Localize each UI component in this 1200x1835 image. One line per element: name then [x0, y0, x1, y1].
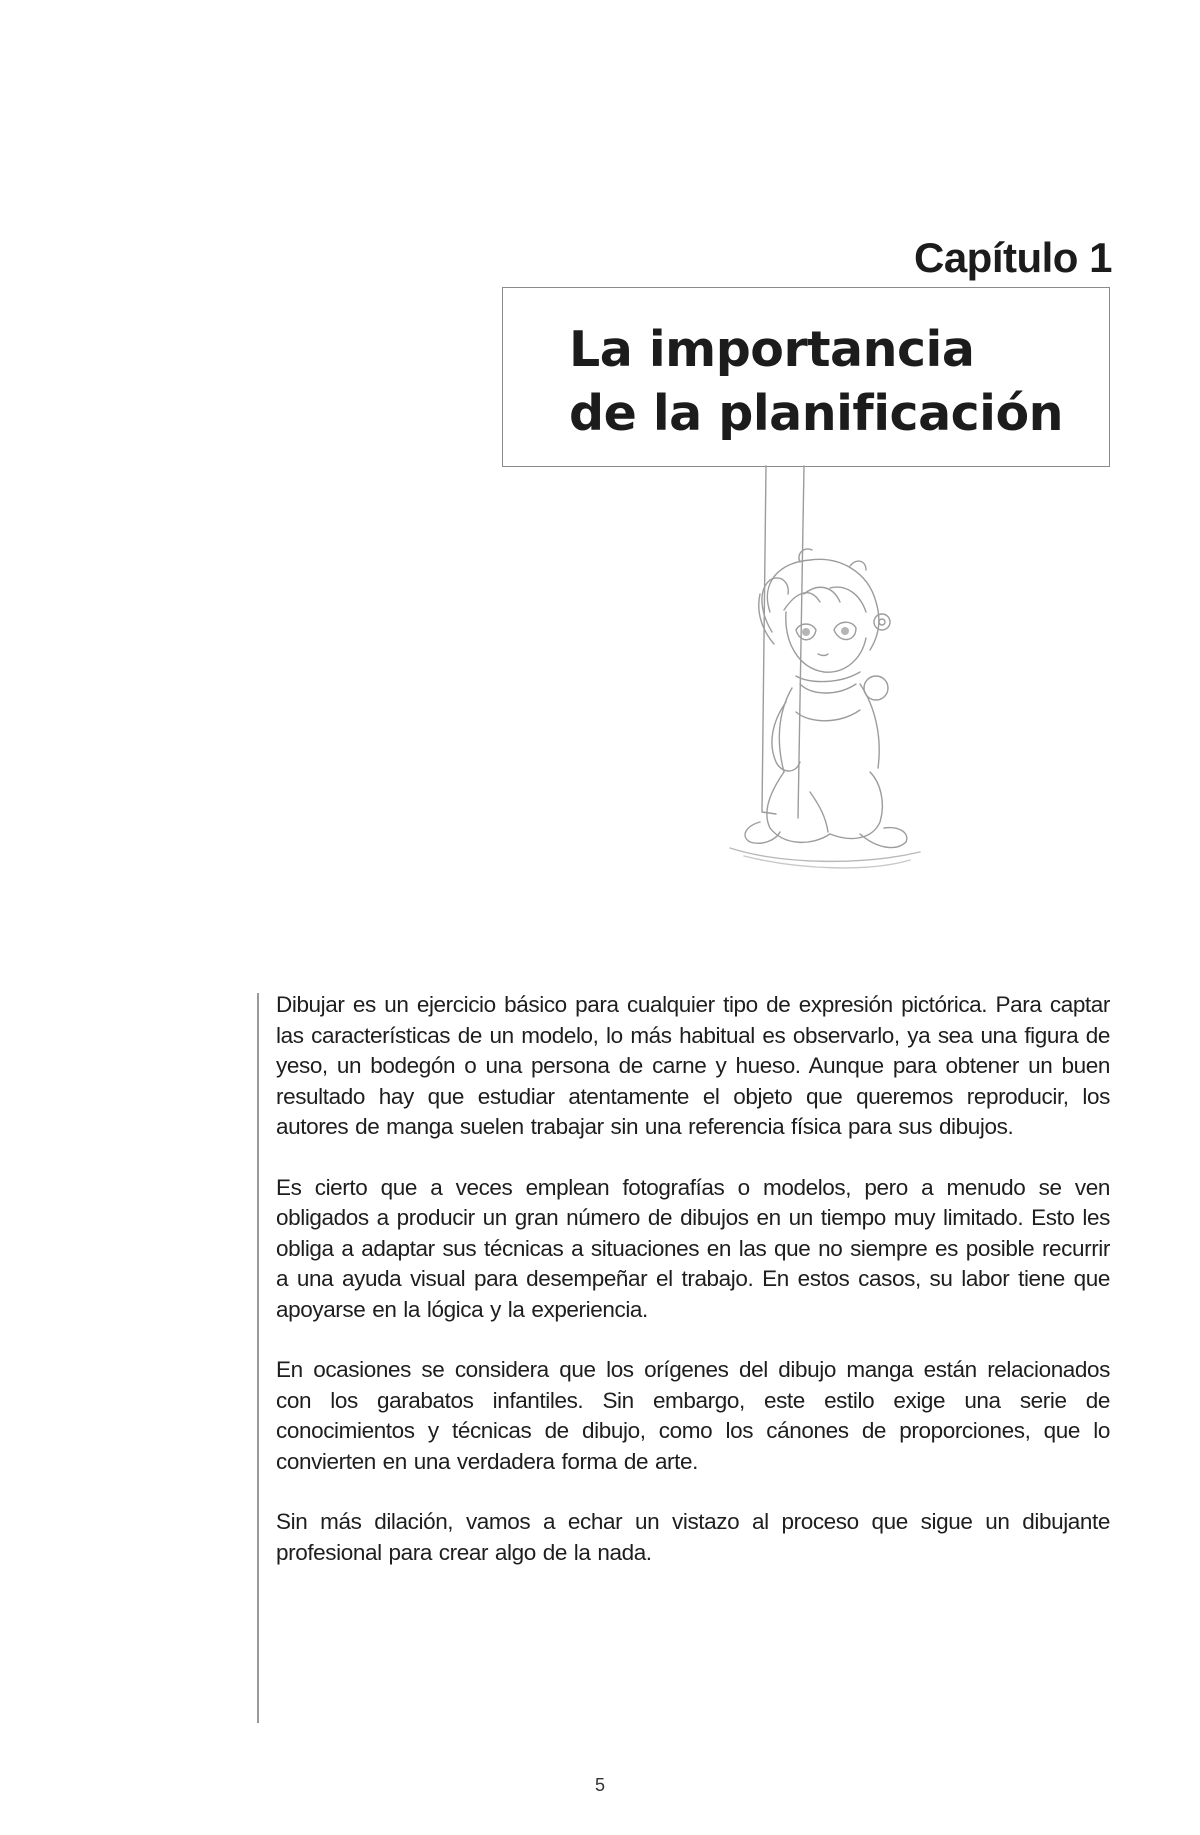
- manga-girl-holding-sign-illustration: [700, 462, 940, 920]
- chapter-title-sign: [502, 287, 1110, 467]
- chapter-title: [569, 318, 1063, 446]
- chapter-title-line-1: La importancia: [569, 321, 975, 378]
- body-text: [276, 990, 1110, 1598]
- girl-raised-arm: [762, 578, 788, 632]
- page-number: 5: [594, 1775, 605, 1795]
- chapter-label: Capítulo 1: [913, 234, 1112, 281]
- paragraph: En ocasiones se considera que los orígenes del dibujo manga están relacionados con los garabatos infantiles. Sin embargo, este estilo exige una serie de conocimientos y técnicas de dibujo, como los cánones de proporciones, que lo convierten en una verdadera forma de arte.: [276, 1357, 1110, 1474]
- girl-body: [779, 688, 792, 772]
- chapter-title-line-2: de la planificación: [569, 385, 1064, 442]
- girl-face: [786, 612, 866, 672]
- sign-pole-left: [762, 466, 766, 812]
- paragraph: Es cierto que a veces emplean fotografías o modelos, pero a menudo se ven obligados a producir un gran número de dibujos en un tiempo muy limitado. Esto les obliga a adaptar sus técnicas a situaciones en las que no siempre es posible recurrir a una ayuda visual para desempeñar el trabajo. En estos casos, su labor tiene que apoyarse en la lógica y la experiencia.: [276, 1174, 1110, 1322]
- paragraph: Sin más dilación, vamos a echar un vistazo al proceso que sigue un dibujante profesional para crear algo de la nada.: [276, 1509, 1110, 1565]
- paragraph: Dibujar es un ejercicio básico para cualquier tipo de expresión pictórica. Para captar las características de un modelo, lo más habitual es observarlo, ya sea una figura de yeso, un bodegón o una persona de carne y hueso. Aunque para obtener un buen resultado hay que estudiar atentamente el objeto que queremos reproducir, los autores de manga suelen trabajar sin una referencia física para sus dibujos.: [276, 992, 1110, 1139]
- margin-rule: [257, 993, 259, 1723]
